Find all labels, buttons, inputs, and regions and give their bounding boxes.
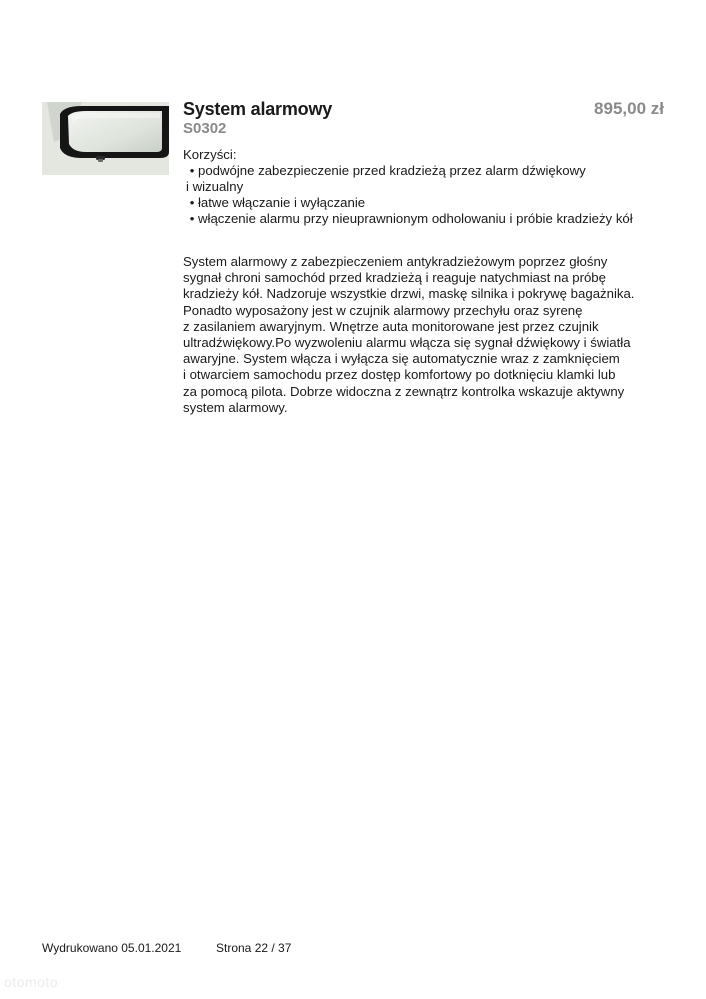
- benefits-list: [183, 163, 673, 227]
- bullet-icon: •: [189, 195, 195, 210]
- benefit-item: [183, 163, 673, 195]
- product-title: System alarmowy: [183, 99, 333, 119]
- page-number: Strona 22 / 37: [216, 941, 292, 955]
- bullet-icon: •: [189, 163, 195, 178]
- benefit-item: [183, 211, 673, 227]
- benefit-item-text: podwójne zabezpieczenie przed kradzieżą przez alarm dźwiękowy i wizualny: [186, 163, 586, 194]
- benefits-heading: Korzyści:: [183, 147, 237, 162]
- product-price: 895,00 zł: [594, 99, 664, 118]
- benefit-item: [183, 195, 673, 211]
- rearview-mirror-image: [42, 102, 169, 175]
- bullet-icon: •: [189, 211, 195, 226]
- product-image: [42, 102, 169, 175]
- product-description: System alarmowy z zabezpieczeniem antykradzieżowym poprzez głośny sygnał chroni samochód przed kradzieżą i reaguje natychmiast na próbę kradzieży kół. Nadzoruje wszystkie drzwi, maskę silnika i pokrywę bagażnika. Ponadto wyposażony jest w czujnik alarmowy przechyłu oraz syrenę z zasilaniem awaryjnym. Wnętrze auta monitorowane jest przez czujnik ultradźwiękowy.Po wyzwoleniu alarmu włącza się sygnał dźwiękowy i światła awaryjne. System włącza i wyłącza się automatycznie wraz z zamknięciem i otwarciem samochodu przez dostęp komfortowy po dotknięciu klamki lub za pomocą pilota. Dobrze widoczna z zewnątrz kontrolka wskazuje aktywny system alarmowy.: [183, 254, 635, 415]
- product-code: S0302: [183, 120, 227, 137]
- benefit-item-text: łatwe włączanie i wyłączanie: [198, 195, 366, 210]
- benefit-item-text: włączenie alarmu przy nieuprawnionym odholowaniu i próbie kradzieży kół: [198, 211, 633, 226]
- benefits-section: [183, 147, 673, 227]
- watermark: otomoto: [4, 974, 59, 990]
- print-date: Wydrukowano 05.01.2021: [42, 941, 182, 955]
